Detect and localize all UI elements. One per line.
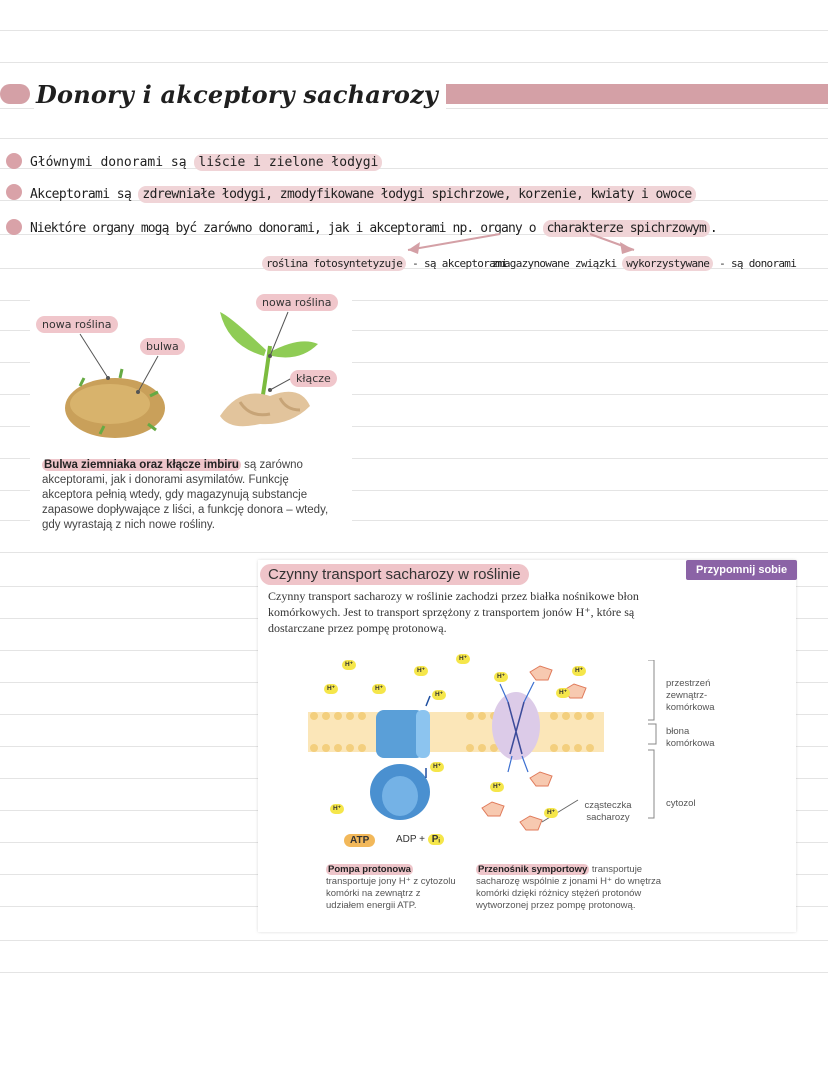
bullet-dot — [6, 219, 22, 235]
note-text: - są donorami — [713, 257, 797, 270]
note-highlight: wykorzystywane — [622, 256, 713, 271]
illustration-caption — [42, 458, 342, 533]
title-bar-left — [0, 84, 30, 104]
label-outside: przestrzeń zewnątrz-komórkowa — [666, 678, 715, 713]
atp-label: ATP — [344, 834, 375, 847]
hplus-ion: H⁺ — [342, 660, 356, 670]
hplus-ion: H⁺ — [330, 804, 344, 814]
bullet-text: Głównymi donorami są — [30, 155, 195, 170]
bullet-text: Niektóre organy mogą być zarówno donorami, jak i akceptorami np. organy o — [30, 221, 543, 236]
side-brackets — [646, 660, 660, 820]
bullet-acceptors — [30, 187, 696, 202]
caption-text: są zarówno akceptorami, jak i donorami asymilatów. Funkcję akceptora pełnią wtedy, gdy magazynują substancje zapasowe dopływające z liści, a funkcję donora – wtedy, gdy wyrastają z nich nowe rośliny. — [42, 459, 329, 531]
card-title: Czynny transport sacharozy w roślinie — [260, 564, 529, 585]
pump-description — [326, 864, 456, 912]
adp-label — [396, 834, 444, 845]
hplus-ion: H⁺ — [494, 672, 508, 682]
notebook-rule — [0, 940, 828, 941]
note-photosynthesis — [262, 257, 507, 270]
card-text: Czynny transport sacharozy w roślinie zachodzi przez białka nośnikowe błon komórkowych. Jest to transport sprzężony z transportem jonów H⁺, które są dostarczane przez pompę protonową. — [268, 589, 639, 635]
hplus-ion: H⁺ — [430, 762, 444, 772]
note-text: zmagazynowane związki — [492, 257, 623, 270]
bullet-donors — [30, 155, 382, 170]
bullet-highlight: liście i zielone łodygi — [194, 154, 382, 171]
hplus-ion: H⁺ — [414, 666, 428, 676]
active-transport-card — [258, 560, 796, 932]
symport-description — [476, 864, 686, 912]
label-tuber: bulwa — [140, 338, 185, 355]
label-cytosol: cytozol — [666, 798, 696, 809]
hplus-ion: H⁺ — [556, 688, 570, 698]
tuber-rhizome-illustration — [30, 286, 352, 536]
bullet-text: Akceptorami są — [30, 187, 139, 202]
page-title: Donory i akceptory sacharozy — [34, 80, 446, 109]
bullet-end: . — [709, 221, 717, 236]
pi-label: Pᵢ — [428, 834, 444, 845]
symport-bold: Przenośnik symportowy — [478, 864, 588, 875]
transport-diagram — [308, 650, 608, 850]
hplus-ion: H⁺ — [372, 684, 386, 694]
notebook-rule — [0, 138, 828, 139]
hplus-ion: H⁺ — [572, 666, 586, 676]
bullet-highlight: zdrewniałe łodygi, zmodyfikowane łodygi spichrzowe, korzenie, kwiaty i owoce — [138, 186, 695, 203]
adp-text: ADP + — [396, 834, 425, 845]
bullet-dot — [6, 184, 22, 200]
hplus-ion: H⁺ — [456, 654, 470, 664]
notebook-rule — [0, 30, 828, 31]
symport-text: transportuje sacharozę wspólnie z jonami H⁺ do wnętrza komórki dzięki różnicy stężeń protonów wytworzonej przez pompę protonową. — [476, 864, 662, 911]
molecule-label: cząsteczka sacharozy — [584, 800, 632, 823]
hplus-ion: H⁺ — [490, 782, 504, 792]
label-new-plant: nowa roślina — [36, 316, 118, 333]
hplus-ion: H⁺ — [432, 690, 446, 700]
pump-text: transportuje jony H⁺ z cytozolu komórki na zewnątrz z udziałem energii ATP. — [326, 876, 456, 911]
notebook-rule — [0, 552, 828, 553]
hplus-ion: H⁺ — [544, 808, 558, 818]
bullet-highlight: charakterze spichrzowym — [543, 220, 710, 237]
notebook-rule — [0, 972, 828, 973]
pump-bold: Pompa protonowa — [328, 864, 411, 875]
note-stored-compounds — [492, 257, 796, 270]
note-text: - są akceptorami — [406, 257, 507, 270]
label-new-plant: nowa roślina — [256, 294, 338, 311]
label-membrane: błona komórkowa — [666, 726, 715, 749]
notebook-rule — [0, 62, 828, 63]
hplus-ion: H⁺ — [324, 684, 338, 694]
bullet-dot — [6, 153, 22, 169]
caption-bold: Bulwa ziemniaka oraz kłącze imbiru — [44, 459, 239, 471]
label-rhizome: kłącze — [290, 370, 337, 387]
note-highlight: roślina fotosyntetyzuje — [262, 256, 406, 271]
reminder-badge: Przypomnij sobie — [686, 560, 797, 580]
